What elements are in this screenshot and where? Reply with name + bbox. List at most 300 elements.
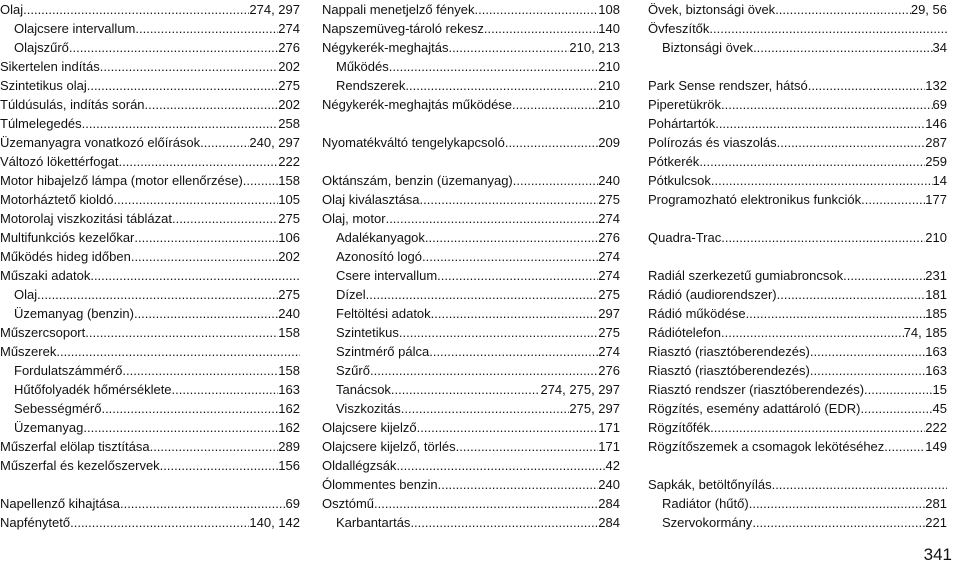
index-subentry bbox=[322, 304, 620, 323]
index-entry bbox=[648, 171, 947, 190]
index-entry bbox=[648, 380, 947, 399]
entry-term: Biztonsági övek bbox=[662, 40, 754, 55]
entry-term: Négykerék-meghajtás bbox=[322, 40, 449, 55]
entry-term: Olaj kiválasztása bbox=[322, 192, 420, 207]
dot-leader bbox=[145, 95, 279, 114]
dot-leader bbox=[710, 418, 925, 437]
entry-term: Üzemanyagra vonatkozó előírások bbox=[0, 135, 201, 150]
index-entry bbox=[648, 361, 947, 380]
entry-pages: 177 bbox=[925, 192, 947, 207]
entry-term: Oktánszám, benzin (üzemanyag) bbox=[322, 173, 513, 188]
entry-pages: 140 bbox=[598, 21, 620, 36]
entry-term: Olajcsere kijelző bbox=[322, 420, 417, 435]
index-entry bbox=[648, 304, 947, 323]
index-subentry bbox=[648, 38, 947, 57]
entry-term: Nyomatékváltó tengelykapcsoló bbox=[322, 135, 505, 150]
entry-term: Programozható elektronikus funkciók bbox=[648, 192, 862, 207]
index-entry bbox=[0, 133, 300, 152]
entry-term: Működés hideg időben bbox=[0, 249, 131, 264]
index-entry bbox=[322, 437, 620, 456]
index-entry bbox=[0, 0, 300, 19]
dot-leader bbox=[775, 0, 911, 19]
dot-leader bbox=[721, 323, 904, 342]
index-entry bbox=[648, 114, 947, 133]
entry-term: Üzemanyag bbox=[14, 420, 84, 435]
dot-leader bbox=[456, 437, 599, 456]
index-subentry bbox=[0, 361, 300, 380]
entry-term: Szintmérő pálca bbox=[336, 344, 430, 359]
entry-term: Riasztó (riasztóberendezés) bbox=[648, 363, 810, 378]
dot-leader bbox=[715, 114, 925, 133]
index-entry bbox=[0, 437, 300, 456]
entry-pages: 274, 297 bbox=[249, 2, 300, 17]
entry-pages: 276 bbox=[598, 363, 620, 378]
entry-pages: 284 bbox=[598, 515, 620, 530]
entry-pages: 240 bbox=[278, 306, 300, 321]
entry-term: Olaj, motor bbox=[322, 211, 386, 226]
dot-leader bbox=[422, 247, 598, 266]
index-column-1 bbox=[0, 0, 300, 532]
entry-term: Négykerék-meghajtás működése bbox=[322, 97, 513, 112]
dot-leader bbox=[122, 361, 278, 380]
entry-term: Napfénytető bbox=[0, 515, 71, 530]
index-entry bbox=[0, 57, 300, 76]
entry-pages: 105 bbox=[278, 192, 300, 207]
entry-term: Szintetikus bbox=[336, 325, 399, 340]
entry-pages: 276 bbox=[598, 230, 620, 245]
dot-leader bbox=[69, 38, 278, 57]
dot-leader bbox=[429, 342, 598, 361]
dot-leader bbox=[749, 494, 926, 513]
index-entry bbox=[648, 342, 947, 361]
page-number: 341 bbox=[923, 545, 952, 564]
entry-pages: 158 bbox=[278, 363, 300, 378]
entry-term: Viszkozitás bbox=[336, 401, 401, 416]
entry-pages: 210, 213 bbox=[569, 40, 620, 55]
index-entry bbox=[648, 152, 947, 171]
index-entry bbox=[0, 513, 300, 532]
dot-leader bbox=[699, 152, 925, 171]
dot-leader bbox=[134, 228, 278, 247]
entry-term: Hűtőfolyadék hőmérséklete bbox=[14, 382, 172, 397]
dot-leader bbox=[370, 361, 598, 380]
dot-leader bbox=[131, 247, 278, 266]
dot-leader bbox=[391, 380, 541, 399]
dot-leader bbox=[87, 76, 279, 95]
entry-pages: 222 bbox=[278, 154, 300, 169]
entry-term: Dízel bbox=[336, 287, 366, 302]
index-entry bbox=[0, 114, 300, 133]
entry-pages: 275 bbox=[598, 325, 620, 340]
entry-pages: 275 bbox=[278, 211, 300, 226]
entry-pages: 258 bbox=[278, 116, 300, 131]
dot-leader bbox=[113, 190, 278, 209]
index-subentry bbox=[648, 494, 947, 513]
dot-leader bbox=[386, 209, 599, 228]
entry-term: Park Sense rendszer, hátsó bbox=[648, 78, 808, 93]
entry-term: Szervokormány bbox=[662, 515, 753, 530]
entry-term: Osztómű bbox=[322, 496, 375, 511]
index-subentry bbox=[322, 513, 620, 532]
index-subentry bbox=[322, 399, 620, 418]
index-entry bbox=[322, 209, 620, 228]
entry-term: Sikertelen indítás bbox=[0, 59, 100, 74]
index-entry bbox=[648, 95, 947, 114]
dot-leader bbox=[135, 19, 278, 38]
dot-leader bbox=[389, 57, 599, 76]
index-entry bbox=[648, 437, 947, 456]
index-subentry bbox=[322, 342, 620, 361]
index-entry bbox=[0, 190, 300, 209]
index-entry bbox=[648, 399, 947, 418]
dot-leader bbox=[746, 304, 926, 323]
dot-leader bbox=[752, 513, 925, 532]
entry-pages: 140, 142 bbox=[249, 515, 300, 530]
entry-pages: 240 bbox=[598, 173, 620, 188]
index-subentry bbox=[0, 399, 300, 418]
entry-term: Olaj bbox=[0, 2, 24, 17]
dot-leader bbox=[410, 513, 598, 532]
entry-pages: 163 bbox=[278, 382, 300, 397]
index-entry bbox=[648, 190, 947, 209]
entry-pages: 158 bbox=[278, 325, 300, 340]
index-entry bbox=[0, 209, 300, 228]
entry-term: Pohártartók bbox=[648, 116, 716, 131]
entry-term: Karbantartás bbox=[336, 515, 411, 530]
entry-pages: 202 bbox=[278, 59, 300, 74]
dot-leader bbox=[721, 95, 933, 114]
dot-leader bbox=[37, 285, 278, 304]
dot-leader bbox=[474, 0, 598, 19]
entry-pages: 210 bbox=[925, 230, 947, 245]
entry-term: Rögzítőszemek a csomagok lekötéséhez bbox=[648, 439, 885, 454]
index-entry bbox=[648, 228, 947, 247]
index-entry bbox=[648, 285, 947, 304]
index-subentry bbox=[0, 304, 300, 323]
entry-term: Változó lökettérfogat bbox=[0, 154, 119, 169]
index-entry bbox=[322, 133, 620, 152]
entry-pages: 15 bbox=[932, 382, 947, 397]
index-entry bbox=[648, 475, 947, 494]
index-column-3 bbox=[648, 0, 947, 532]
entry-term: Piperetükrök bbox=[648, 97, 721, 112]
entry-pages: 171 bbox=[598, 439, 620, 454]
entry-pages: 69 bbox=[932, 97, 947, 112]
dot-leader bbox=[810, 342, 925, 361]
dot-leader bbox=[843, 266, 925, 285]
dot-leader bbox=[82, 114, 279, 133]
entry-pages: 171 bbox=[598, 420, 620, 435]
index-entry bbox=[0, 247, 300, 266]
entry-pages: 42 bbox=[605, 458, 620, 473]
entry-pages: 275 bbox=[278, 78, 300, 93]
entry-term: Szűrő bbox=[336, 363, 370, 378]
dot-leader bbox=[431, 304, 599, 323]
index-entry bbox=[0, 95, 300, 114]
entry-term: Övek, biztonsági övek bbox=[648, 2, 776, 17]
dot-leader bbox=[505, 133, 598, 152]
entry-pages: 275, 297 bbox=[569, 401, 620, 416]
entry-term: Napszemüveg-tároló rekesz bbox=[322, 21, 484, 36]
index-entry bbox=[0, 228, 300, 247]
index-subentry bbox=[322, 323, 620, 342]
index-subentry bbox=[0, 418, 300, 437]
entry-term: Rendszerek bbox=[336, 78, 406, 93]
dot-leader bbox=[772, 475, 947, 494]
dot-leader bbox=[399, 323, 598, 342]
entry-term: Rögzítőfék bbox=[648, 420, 711, 435]
index-entry bbox=[322, 38, 620, 57]
entry-pages: 210 bbox=[598, 78, 620, 93]
index-entry bbox=[322, 475, 620, 494]
index-entry bbox=[0, 323, 300, 342]
dot-leader bbox=[23, 0, 249, 19]
entry-pages: 297 bbox=[598, 306, 620, 321]
dot-leader bbox=[56, 342, 300, 361]
entry-pages: 274 bbox=[598, 249, 620, 264]
dot-leader bbox=[405, 76, 598, 95]
dot-leader bbox=[513, 171, 599, 190]
dot-leader bbox=[810, 361, 925, 380]
entry-term: Motorháztető kioldó bbox=[0, 192, 114, 207]
entry-pages: 162 bbox=[278, 401, 300, 416]
entry-pages: 185 bbox=[925, 306, 947, 321]
index-entry bbox=[0, 494, 300, 513]
index-entry bbox=[648, 418, 947, 437]
index-subentry bbox=[322, 76, 620, 95]
entry-term: Motorolaj viszkozitási táblázat bbox=[0, 211, 172, 226]
index-subentry bbox=[322, 285, 620, 304]
entry-term: Pótkerék bbox=[648, 154, 700, 169]
entry-pages: 274 bbox=[278, 21, 300, 36]
entry-pages: 274 bbox=[598, 211, 620, 226]
entry-term: Szintetikus olaj bbox=[0, 78, 87, 93]
entry-term: Nappali menetjelző fények bbox=[322, 2, 475, 17]
entry-pages: 275 bbox=[598, 287, 620, 302]
dot-leader bbox=[437, 266, 598, 285]
entry-pages: 106 bbox=[278, 230, 300, 245]
entry-term: Túldúsulás, indítás során bbox=[0, 97, 145, 112]
entry-pages: 275 bbox=[598, 192, 620, 207]
entry-term: Olajcsere intervallum bbox=[14, 21, 136, 36]
index-subentry bbox=[322, 380, 620, 399]
entry-term: Műszaki adatok bbox=[0, 268, 91, 283]
dot-leader bbox=[396, 456, 605, 475]
entry-pages: 231 bbox=[925, 268, 947, 283]
dot-leader bbox=[777, 285, 926, 304]
entry-term: Műszerfal és kezelőszervek bbox=[0, 458, 160, 473]
entry-pages: 259 bbox=[925, 154, 947, 169]
entry-term: Quadra-Trac bbox=[648, 230, 722, 245]
entry-pages: 202 bbox=[278, 97, 300, 112]
index-entry bbox=[648, 323, 947, 342]
entry-pages: 222 bbox=[925, 420, 947, 435]
index-subentry bbox=[648, 513, 947, 532]
entry-term: Rádiótelefon bbox=[648, 325, 721, 340]
entry-pages: 240, 297 bbox=[249, 135, 300, 150]
dot-leader bbox=[777, 133, 926, 152]
entry-pages: 276 bbox=[278, 40, 300, 55]
entry-term: Túlmelegedés bbox=[0, 116, 82, 131]
entry-term: Fordulatszámmérő bbox=[14, 363, 123, 378]
index-subentry bbox=[322, 247, 620, 266]
dot-leader bbox=[864, 380, 932, 399]
dot-leader bbox=[120, 494, 286, 513]
index-entry bbox=[648, 133, 947, 152]
index-subentry bbox=[322, 228, 620, 247]
entry-term: Rádió működése bbox=[648, 306, 746, 321]
dot-leader bbox=[119, 152, 279, 171]
dot-leader bbox=[484, 19, 598, 38]
entry-pages: 274 bbox=[598, 344, 620, 359]
entry-term: Pótkulcsok bbox=[648, 173, 711, 188]
entry-pages: 163 bbox=[925, 344, 947, 359]
index-entry bbox=[322, 19, 620, 38]
entry-pages: 289 bbox=[278, 439, 300, 454]
entry-term: Motor hibajelző lámpa (motor ellenőrzése) bbox=[0, 173, 243, 188]
dot-leader bbox=[100, 57, 279, 76]
entry-term: Napellenző kihajtása bbox=[0, 496, 120, 511]
dot-leader bbox=[374, 494, 598, 513]
entry-pages: 146 bbox=[925, 116, 947, 131]
dot-leader bbox=[861, 190, 925, 209]
entry-term: Sapkák, betöltőnyílás bbox=[648, 477, 772, 492]
entry-term: Olajcsere kijelző, törlés bbox=[322, 439, 456, 454]
entry-term: Ólommentes benzin bbox=[322, 477, 438, 492]
entry-pages: 274 bbox=[598, 268, 620, 283]
index-entry bbox=[648, 0, 947, 19]
entry-pages: 281 bbox=[925, 496, 947, 511]
entry-term: Radiátor (hűtő) bbox=[662, 496, 749, 511]
dot-leader bbox=[90, 266, 300, 285]
entry-pages: 14 bbox=[932, 173, 947, 188]
entry-pages: 45 bbox=[932, 401, 947, 416]
index-entry bbox=[0, 342, 300, 361]
entry-term: Multifunkciós kezelőkar bbox=[0, 230, 135, 245]
dot-leader bbox=[860, 399, 932, 418]
index-entry bbox=[648, 76, 947, 95]
index-subentry bbox=[0, 38, 300, 57]
entry-pages: 210 bbox=[598, 97, 620, 112]
entry-term: Adalékanyagok bbox=[336, 230, 425, 245]
index-entry bbox=[322, 0, 620, 19]
dot-leader bbox=[438, 475, 599, 494]
entry-pages: 156 bbox=[278, 458, 300, 473]
entry-term: Rögzítés, esemény adattároló (EDR) bbox=[648, 401, 861, 416]
index-entry bbox=[648, 266, 947, 285]
index-entry bbox=[322, 190, 620, 209]
entry-term: Üzemanyag (benzin) bbox=[14, 306, 134, 321]
dot-leader bbox=[101, 399, 278, 418]
entry-term: Műszerek bbox=[0, 344, 57, 359]
entry-pages: 284 bbox=[598, 496, 620, 511]
entry-pages: 274, 275, 297 bbox=[540, 382, 620, 397]
dot-leader bbox=[808, 76, 926, 95]
entry-pages: 162 bbox=[278, 420, 300, 435]
entry-pages: 149 bbox=[925, 439, 947, 454]
entry-term: Műszercsoport bbox=[0, 325, 86, 340]
entry-term: Riasztó rendszer (riasztóberendezés) bbox=[648, 382, 865, 397]
entry-pages: 181 bbox=[925, 287, 947, 302]
index-entry bbox=[0, 456, 300, 475]
index-entry bbox=[648, 19, 947, 38]
entry-pages: 108 bbox=[598, 2, 620, 17]
index-entry bbox=[322, 456, 620, 475]
index-entry bbox=[0, 171, 300, 190]
index-subentry bbox=[0, 285, 300, 304]
dot-leader bbox=[709, 19, 947, 38]
entry-pages: 163 bbox=[925, 363, 947, 378]
entry-pages: 240 bbox=[598, 477, 620, 492]
entry-pages: 29, 56 bbox=[910, 2, 947, 17]
dot-leader bbox=[711, 171, 933, 190]
dot-leader bbox=[172, 209, 278, 228]
entry-term: Azonosító logó bbox=[336, 249, 423, 264]
entry-term: Oldallégzsák bbox=[322, 458, 397, 473]
dot-leader bbox=[172, 380, 279, 399]
index-entry bbox=[322, 494, 620, 513]
dot-leader bbox=[401, 399, 570, 418]
entry-pages: 158 bbox=[278, 173, 300, 188]
dot-leader bbox=[884, 437, 925, 456]
dot-leader bbox=[85, 323, 278, 342]
dot-leader bbox=[70, 513, 249, 532]
dot-leader bbox=[150, 437, 279, 456]
dot-leader bbox=[448, 38, 569, 57]
index-entry bbox=[322, 171, 620, 190]
entry-term: Olaj bbox=[14, 287, 38, 302]
entry-term: Műszerfal elölap tisztítása bbox=[0, 439, 150, 454]
dot-leader bbox=[243, 171, 279, 190]
entry-term: Feltöltési adatok bbox=[336, 306, 431, 321]
entry-pages: 221 bbox=[925, 515, 947, 530]
entry-pages: 202 bbox=[278, 249, 300, 264]
entry-term: Riasztó (riasztóberendezés) bbox=[648, 344, 810, 359]
entry-pages: 74, 185 bbox=[903, 325, 947, 340]
entry-term: Olajszűrő bbox=[14, 40, 69, 55]
dot-leader bbox=[420, 190, 599, 209]
index-entry bbox=[322, 418, 620, 437]
entry-term: Rádió (audiorendszer) bbox=[648, 287, 777, 302]
dot-leader bbox=[417, 418, 599, 437]
entry-term: Működés bbox=[336, 59, 389, 74]
index-subentry bbox=[322, 57, 620, 76]
index-subentry bbox=[322, 361, 620, 380]
entry-term: Tanácsok bbox=[336, 382, 391, 397]
entry-term: Csere intervallum bbox=[336, 268, 438, 283]
index-subentry bbox=[0, 19, 300, 38]
entry-pages: 275 bbox=[278, 287, 300, 302]
entry-pages: 209 bbox=[598, 135, 620, 150]
entry-pages: 287 bbox=[925, 135, 947, 150]
entry-pages: 69 bbox=[285, 496, 300, 511]
entry-term: Sebességmérő bbox=[14, 401, 102, 416]
dot-leader bbox=[366, 285, 599, 304]
entry-pages: 132 bbox=[925, 78, 947, 93]
dot-leader bbox=[200, 133, 249, 152]
index-subentry bbox=[322, 266, 620, 285]
index-entry bbox=[0, 152, 300, 171]
entry-term: Polírozás és viaszolás bbox=[648, 135, 777, 150]
index-entry bbox=[322, 95, 620, 114]
dot-leader bbox=[160, 456, 279, 475]
dot-leader bbox=[721, 228, 925, 247]
dot-leader bbox=[753, 38, 932, 57]
entry-term: Övfeszítők bbox=[648, 21, 710, 36]
index-entry bbox=[0, 266, 300, 285]
entry-pages: 34 bbox=[932, 40, 947, 55]
dot-leader bbox=[83, 418, 278, 437]
